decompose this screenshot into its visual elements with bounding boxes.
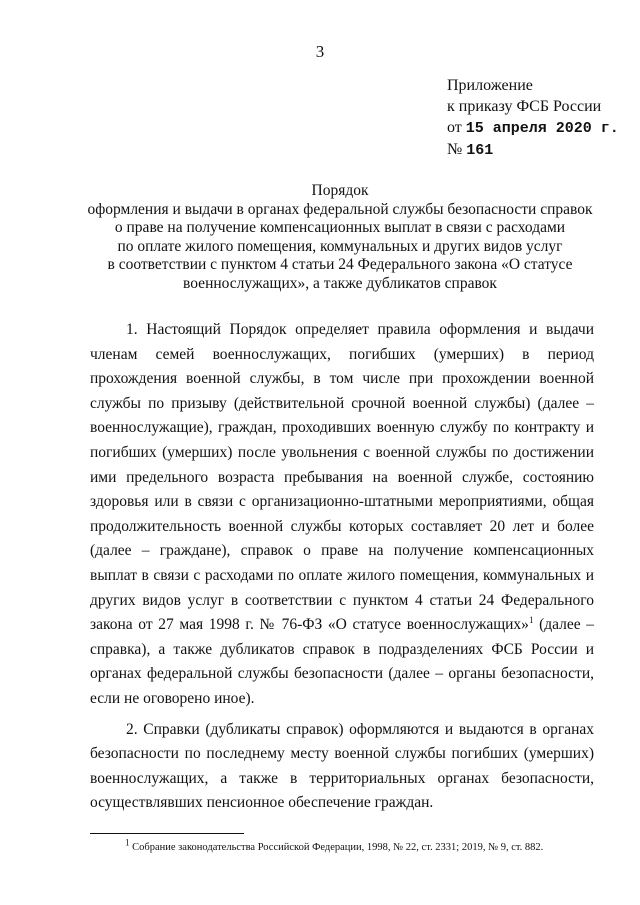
footnote-divider [90, 833, 244, 834]
appendix-title: Приложение [447, 77, 533, 94]
footnote-reference: 1 [528, 614, 534, 625]
title-line-5: военнослужащих», а также дубликатов справок [183, 274, 497, 292]
appendix-date: 15 апреля 2020 г. [465, 120, 619, 137]
title-line-1: оформления и выдачи в органах федеральной службы безопасности справок [87, 200, 593, 218]
title-line-3: по оплате жилого помещения, коммунальных и других видов услуг [117, 237, 563, 255]
paragraph-1-text: 1. Настоящий Порядок определяет правила оформления и выдачи членам семей военнослужащих, погибших (умерших) в период прохождения военной службы, в том числе при прохождении военной службы по призыву (действительной срочной военной службы) (далее – военнослужащие), граждан, проходивших военную службу по контракту и погибших (умерших) после увольнения с военной службы по достижении ими предельного возраста пребывания на военной службе, состоянию здоровья или в связи с организационно-штатными мероприятиями, общая продолжительность военной службы которых составляет 20 лет и более (далее – граждане), справок о праве на получение компенсационных выплат в связи с расходами по оплате жилого помещения, коммунальных и других видов услуг в соответствии с пунктом 4 статьи 24 Федерального закона от 27 мая 1998 г. № 76-ФЗ «О статусе военнослужащих» [90, 321, 594, 634]
appendix-date-line [447, 117, 619, 139]
title-heading: Порядок [311, 182, 369, 199]
document-body [90, 318, 594, 816]
footnote-text: Собрание законодательства Российской Федерации, 1998, № 22, ст. 2331; 2019, № 9, ст. 882. [129, 842, 544, 853]
document-title [60, 182, 620, 293]
page-number: 3 [315, 42, 325, 61]
title-line-2: о праве на получение компенсационных выплат в связи с расходами [114, 219, 566, 236]
appendix-number: 161 [466, 142, 494, 159]
appendix-number-line [447, 139, 619, 161]
paragraph-1-text-continued: (далее – справка), а также дубликатов справок в подразделениях ФСБ России и органах федеральной службы безопасности (далее – органы безопасности, если не оговорено иное). [90, 616, 594, 707]
footnote-mark: 1 [125, 837, 130, 848]
appendix-number-prefix: № [447, 141, 467, 158]
title-line-4: в соответствии с пунктом 4 статьи 24 Федерального закона «О статусе [107, 256, 573, 273]
paragraph-1 [90, 318, 594, 712]
paragraph-2: 2. Справки (дубликаты справок) оформляются и выдаются в органах безопасности по последнему месту военной службы погибших (умерших) военнослужащих, а также в территориальных органах безопасности, осуществлявших пенсионное обеспечение граждан. [90, 720, 594, 812]
appendix-date-prefix: от [447, 119, 466, 136]
appendix-block [447, 75, 619, 161]
footnote [125, 837, 544, 854]
appendix-order-ref: к приказу ФСБ России [447, 98, 602, 115]
